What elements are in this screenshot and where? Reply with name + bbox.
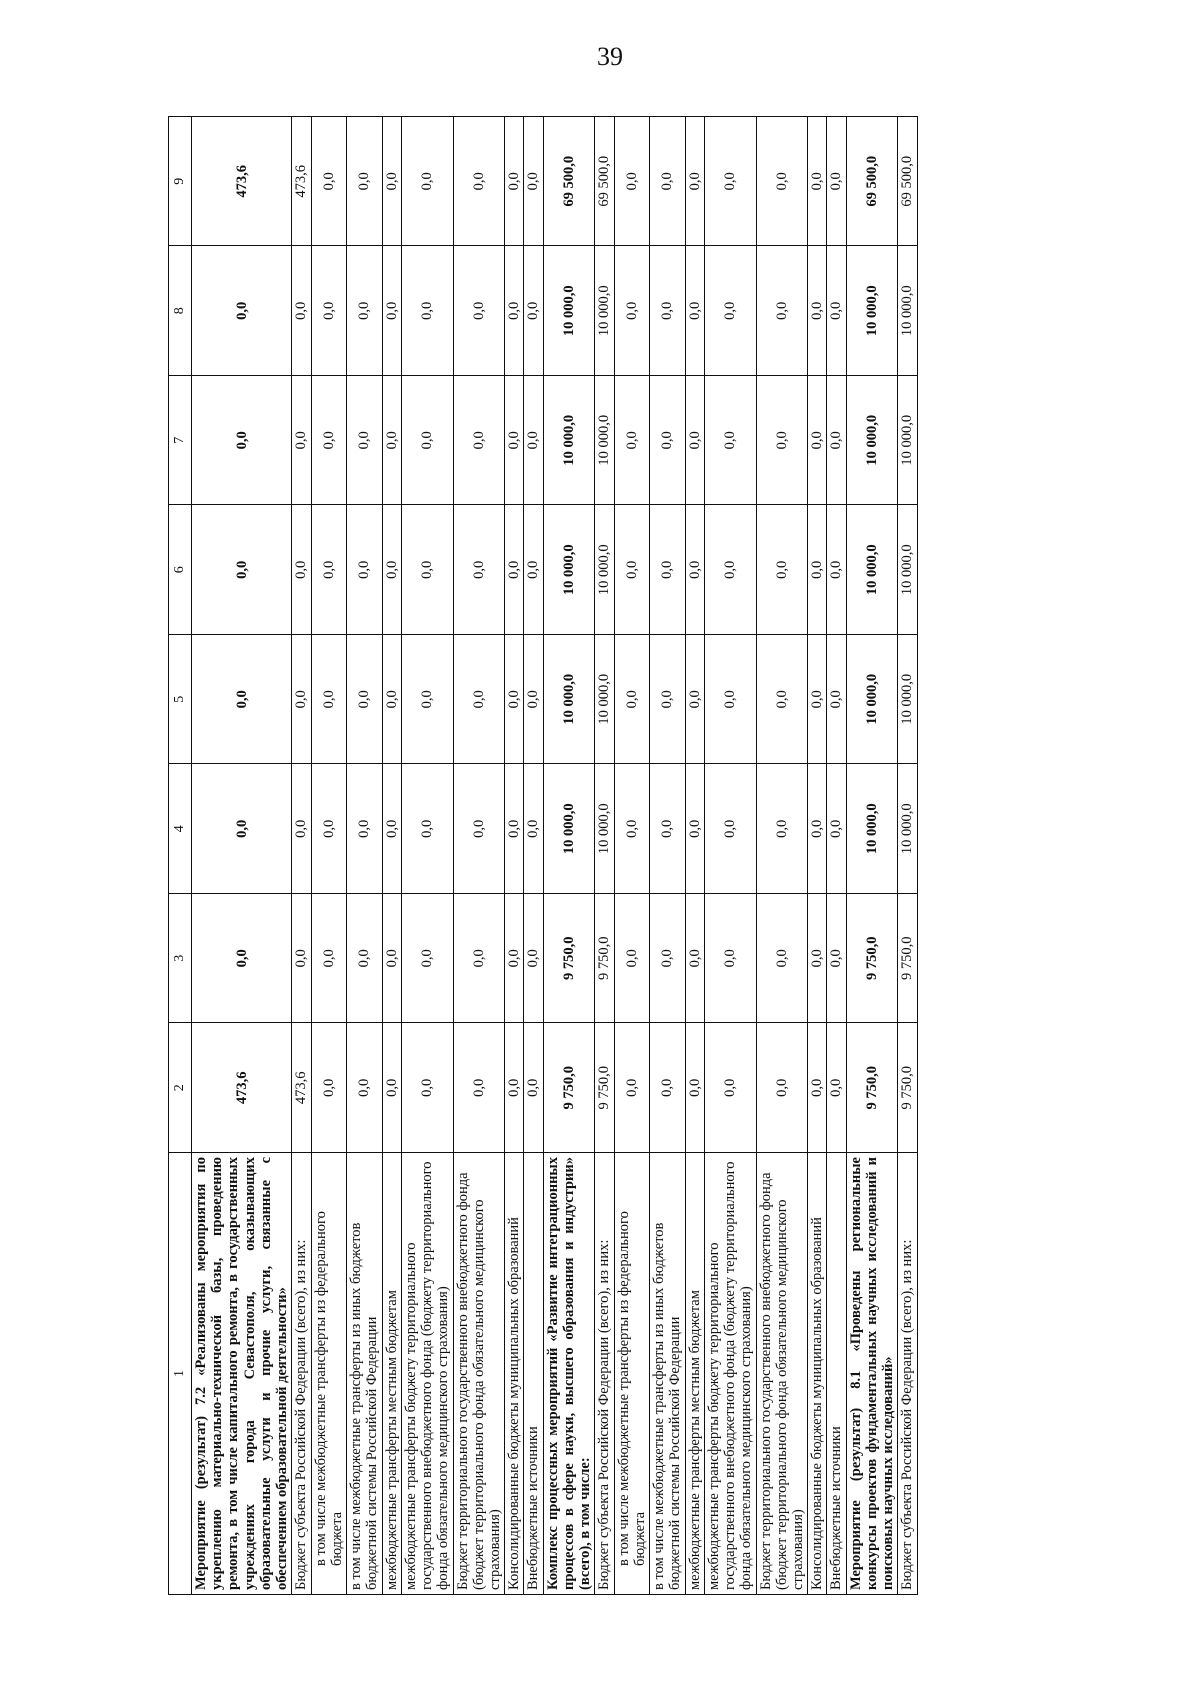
value-cell: 10 000,0 [846, 376, 898, 506]
row-label: Бюджет территориального государственного внебюджетного фонда (бюджет территориального фонда обязательного медицинского страхования) [453, 1153, 505, 1595]
value-cell: 0,0 [505, 635, 524, 765]
value-cell: 0,0 [614, 635, 649, 765]
value-cell: 0,0 [524, 117, 543, 247]
value-cell: 0,0 [756, 635, 808, 765]
value-cell: 0,0 [650, 505, 685, 635]
row-label: межбюджетные трансферты бюджету территориального государственного внебюджетного фонда (бюджету территориального фонда обязательного медицинского страхования) [704, 1153, 756, 1595]
table-row [827, 117, 846, 1595]
value-cell: 10 000,0 [846, 505, 898, 635]
value-cell: 10 000,0 [898, 246, 917, 376]
budget-table [168, 116, 918, 1595]
row-label: Мероприятие (результат) 7.2 «Реализованы мероприятия по укреплению материально-технической базы, проведению ремонта, в том числе капитального ремонта, в государственных учреждениях города Севастополя, оказывающих образовательные услуги и прочие услуги, связанные с обеспечением образовательной деятельности» [192, 1153, 292, 1595]
value-cell: 0,0 [311, 246, 346, 376]
value-cell: 0,0 [524, 376, 543, 506]
value-cell: 0,0 [827, 764, 846, 894]
column-header: 3 [169, 894, 192, 1024]
value-cell: 0,0 [401, 505, 453, 635]
table-row [524, 117, 543, 1595]
value-cell: 10 000,0 [846, 764, 898, 894]
value-cell: 0,0 [808, 894, 827, 1024]
value-cell: 9 750,0 [846, 894, 898, 1024]
value-cell: 9 750,0 [898, 894, 917, 1024]
value-cell: 0,0 [505, 117, 524, 247]
value-cell: 9 750,0 [846, 1023, 898, 1153]
value-cell: 0,0 [292, 894, 311, 1024]
value-cell: 0,0 [756, 505, 808, 635]
table-row [808, 117, 827, 1595]
value-cell: 0,0 [704, 635, 756, 765]
value-cell: 0,0 [808, 1023, 827, 1153]
value-cell: 9 750,0 [543, 1023, 595, 1153]
value-cell: 0,0 [704, 894, 756, 1024]
value-cell: 0,0 [756, 764, 808, 894]
value-cell: 0,0 [192, 894, 292, 1024]
value-cell: 0,0 [704, 117, 756, 247]
value-cell: 0,0 [347, 376, 382, 506]
value-cell: 10 000,0 [595, 376, 614, 506]
value-cell: 10 000,0 [595, 505, 614, 635]
value-cell: 10 000,0 [595, 246, 614, 376]
value-cell: 0,0 [827, 117, 846, 247]
value-cell: 0,0 [685, 894, 704, 1024]
table-row [898, 117, 917, 1595]
value-cell: 0,0 [650, 117, 685, 247]
value-cell: 0,0 [347, 246, 382, 376]
row-label: Внебюджетные источники [524, 1153, 543, 1595]
value-cell: 10 000,0 [898, 764, 917, 894]
value-cell: 0,0 [808, 635, 827, 765]
value-cell: 0,0 [453, 894, 505, 1024]
value-cell: 473,6 [292, 1023, 311, 1153]
value-cell: 10 000,0 [846, 246, 898, 376]
value-cell: 0,0 [808, 505, 827, 635]
row-label: Консолидированные бюджеты муниципальных образований [808, 1153, 827, 1595]
row-label: Комплекс процессных мероприятий «Развитие интеграционных процессов в сфере науки, высшего образования и индустрии» (всего), в том числе: [543, 1153, 595, 1595]
column-header: 7 [169, 376, 192, 506]
value-cell: 0,0 [704, 764, 756, 894]
value-cell: 0,0 [685, 635, 704, 765]
value-cell: 0,0 [614, 764, 649, 894]
value-cell: 0,0 [808, 246, 827, 376]
value-cell: 0,0 [382, 246, 401, 376]
value-cell: 0,0 [614, 505, 649, 635]
rotated-table-content [168, 117, 1090, 1595]
value-cell: 9 750,0 [595, 894, 614, 1024]
value-cell: 69 500,0 [595, 117, 614, 247]
value-cell: 0,0 [614, 376, 649, 506]
value-cell: 0,0 [382, 635, 401, 765]
value-cell: 0,0 [292, 505, 311, 635]
value-cell: 0,0 [401, 764, 453, 894]
row-label: межбюджетные трансферты бюджету территориального государственного внебюджетного фонда (бюджету территориального фонда обязательного медицинского страхования) [401, 1153, 453, 1595]
value-cell: 0,0 [614, 246, 649, 376]
value-cell: 10 000,0 [543, 764, 595, 894]
value-cell: 0,0 [292, 246, 311, 376]
value-cell: 0,0 [827, 635, 846, 765]
value-cell: 0,0 [347, 764, 382, 894]
value-cell: 0,0 [650, 635, 685, 765]
value-cell: 0,0 [685, 1023, 704, 1153]
value-cell: 0,0 [524, 635, 543, 765]
value-cell: 10 000,0 [846, 635, 898, 765]
value-cell: 10 000,0 [898, 635, 917, 765]
value-cell: 0,0 [685, 764, 704, 894]
value-cell: 0,0 [704, 1023, 756, 1153]
row-label: Бюджет субъекта Российской Федерации (всего), из них: [292, 1153, 311, 1595]
value-cell: 0,0 [347, 1023, 382, 1153]
table-row [311, 117, 346, 1595]
table-row [704, 117, 756, 1595]
value-cell: 0,0 [505, 894, 524, 1024]
row-label: Мероприятие (результат) 8.1 «Проведены региональные конкурсы проектов фундаментальных научных исследований и поисковых научных исследований» [846, 1153, 898, 1595]
value-cell: 10 000,0 [543, 505, 595, 635]
value-cell: 0,0 [704, 376, 756, 506]
table-row [292, 117, 311, 1595]
value-cell: 0,0 [311, 117, 346, 247]
column-header: 2 [169, 1023, 192, 1153]
value-cell: 0,0 [382, 1023, 401, 1153]
row-label: межбюджетные трансферты местным бюджетам [685, 1153, 704, 1595]
row-label: Внебюджетные источники [827, 1153, 846, 1595]
value-cell: 0,0 [650, 894, 685, 1024]
value-cell: 10 000,0 [595, 635, 614, 765]
column-header: 6 [169, 505, 192, 635]
value-cell: 0,0 [311, 376, 346, 506]
table-row [382, 117, 401, 1595]
row-label: в том числе межбюджетные трансферты из федерального бюджета [311, 1153, 346, 1595]
value-cell: 0,0 [650, 376, 685, 506]
value-cell: 0,0 [614, 894, 649, 1024]
column-header: 4 [169, 764, 192, 894]
value-cell: 0,0 [524, 894, 543, 1024]
value-cell: 0,0 [505, 246, 524, 376]
value-cell: 0,0 [827, 246, 846, 376]
column-header: 1 [169, 1153, 192, 1595]
value-cell: 0,0 [685, 505, 704, 635]
value-cell: 0,0 [192, 505, 292, 635]
table-row [347, 117, 382, 1595]
table-row [846, 117, 898, 1595]
value-cell: 0,0 [453, 117, 505, 247]
value-cell: 0,0 [756, 376, 808, 506]
value-cell: 0,0 [756, 1023, 808, 1153]
rotated-table-area [168, 117, 1090, 1595]
value-cell: 0,0 [756, 894, 808, 1024]
row-label: Бюджет территориального государственного внебюджетного фонда (бюджет территориального фонда обязательного медицинского страхования) [756, 1153, 808, 1595]
column-header: 8 [169, 246, 192, 376]
value-cell: 0,0 [524, 764, 543, 894]
value-cell: 69 500,0 [543, 117, 595, 247]
value-cell: 0,0 [808, 376, 827, 506]
value-cell: 0,0 [382, 505, 401, 635]
value-cell: 0,0 [756, 246, 808, 376]
row-label: в том числе межбюджетные трансферты из иных бюджетов бюджетной системы Российской Федерации [347, 1153, 382, 1595]
row-label: Бюджет субъекта Российской Федерации (всего), из них: [898, 1153, 917, 1595]
value-cell: 0,0 [292, 764, 311, 894]
value-cell: 0,0 [453, 764, 505, 894]
value-cell: 9 750,0 [595, 1023, 614, 1153]
value-cell: 0,0 [192, 376, 292, 506]
value-cell: 0,0 [311, 1023, 346, 1153]
value-cell: 10 000,0 [898, 376, 917, 506]
value-cell: 0,0 [685, 117, 704, 247]
value-cell: 0,0 [614, 117, 649, 247]
value-cell: 0,0 [650, 764, 685, 894]
value-cell: 0,0 [347, 635, 382, 765]
page-number: 39 [597, 42, 623, 71]
value-cell: 0,0 [401, 246, 453, 376]
value-cell: 0,0 [827, 894, 846, 1024]
value-cell: 69 500,0 [898, 117, 917, 247]
value-cell: 0,0 [401, 1023, 453, 1153]
table-row [453, 117, 505, 1595]
value-cell: 0,0 [827, 376, 846, 506]
value-cell: 0,0 [382, 894, 401, 1024]
value-cell: 0,0 [401, 894, 453, 1024]
table-row [595, 117, 614, 1595]
value-cell: 0,0 [453, 376, 505, 506]
value-cell: 0,0 [347, 117, 382, 247]
value-cell: 0,0 [311, 894, 346, 1024]
value-cell: 0,0 [192, 635, 292, 765]
row-label: Консолидированные бюджеты муниципальных образований [505, 1153, 524, 1595]
value-cell: 0,0 [704, 505, 756, 635]
value-cell: 0,0 [347, 894, 382, 1024]
value-cell: 0,0 [524, 246, 543, 376]
value-cell: 0,0 [382, 376, 401, 506]
row-label: Бюджет субъекта Российской Федерации (всего), из них: [595, 1153, 614, 1595]
value-cell: 0,0 [382, 117, 401, 247]
value-cell: 0,0 [453, 1023, 505, 1153]
value-cell: 10 000,0 [898, 505, 917, 635]
value-cell: 0,0 [650, 1023, 685, 1153]
value-cell: 0,0 [808, 764, 827, 894]
value-cell: 0,0 [505, 764, 524, 894]
value-cell: 0,0 [524, 1023, 543, 1153]
value-cell: 0,0 [382, 764, 401, 894]
value-cell: 473,6 [292, 117, 311, 247]
value-cell: 0,0 [292, 376, 311, 506]
value-cell: 0,0 [827, 505, 846, 635]
value-cell: 473,6 [192, 1023, 292, 1153]
column-header: 9 [169, 117, 192, 247]
value-cell: 0,0 [311, 505, 346, 635]
value-cell: 0,0 [401, 635, 453, 765]
row-label: в том числе межбюджетные трансферты из федерального бюджета [614, 1153, 649, 1595]
value-cell: 0,0 [827, 1023, 846, 1153]
row-label: межбюджетные трансферты местным бюджетам [382, 1153, 401, 1595]
value-cell: 0,0 [192, 764, 292, 894]
value-cell: 0,0 [685, 376, 704, 506]
table-row [192, 117, 292, 1595]
value-cell: 0,0 [704, 246, 756, 376]
value-cell: 10 000,0 [595, 764, 614, 894]
value-cell: 473,6 [192, 117, 292, 247]
value-cell: 0,0 [505, 505, 524, 635]
value-cell: 10 000,0 [543, 376, 595, 506]
value-cell: 0,0 [311, 635, 346, 765]
column-header: 5 [169, 635, 192, 765]
table-row [685, 117, 704, 1595]
row-label: в том числе межбюджетные трансферты из иных бюджетов бюджетной системы Российской Федерации [650, 1153, 685, 1595]
table-header-row [169, 117, 192, 1595]
value-cell: 0,0 [505, 376, 524, 506]
table-row [756, 117, 808, 1595]
value-cell: 0,0 [453, 246, 505, 376]
value-cell: 0,0 [311, 764, 346, 894]
value-cell: 10 000,0 [543, 246, 595, 376]
value-cell: 0,0 [453, 635, 505, 765]
value-cell: 0,0 [453, 505, 505, 635]
value-cell: 0,0 [292, 635, 311, 765]
table-row [401, 117, 453, 1595]
value-cell: 0,0 [808, 117, 827, 247]
value-cell: 0,0 [401, 117, 453, 247]
value-cell: 10 000,0 [543, 635, 595, 765]
value-cell: 0,0 [401, 376, 453, 506]
value-cell: 9 750,0 [898, 1023, 917, 1153]
value-cell: 0,0 [756, 117, 808, 247]
value-cell: 69 500,0 [846, 117, 898, 247]
value-cell: 0,0 [192, 246, 292, 376]
value-cell: 0,0 [685, 246, 704, 376]
value-cell: 0,0 [524, 505, 543, 635]
table-row [543, 117, 595, 1595]
table-row [614, 117, 649, 1595]
value-cell: 9 750,0 [543, 894, 595, 1024]
value-cell: 0,0 [614, 1023, 649, 1153]
table-row [505, 117, 524, 1595]
value-cell: 0,0 [505, 1023, 524, 1153]
table-row [650, 117, 685, 1595]
value-cell: 0,0 [347, 505, 382, 635]
value-cell: 0,0 [650, 246, 685, 376]
